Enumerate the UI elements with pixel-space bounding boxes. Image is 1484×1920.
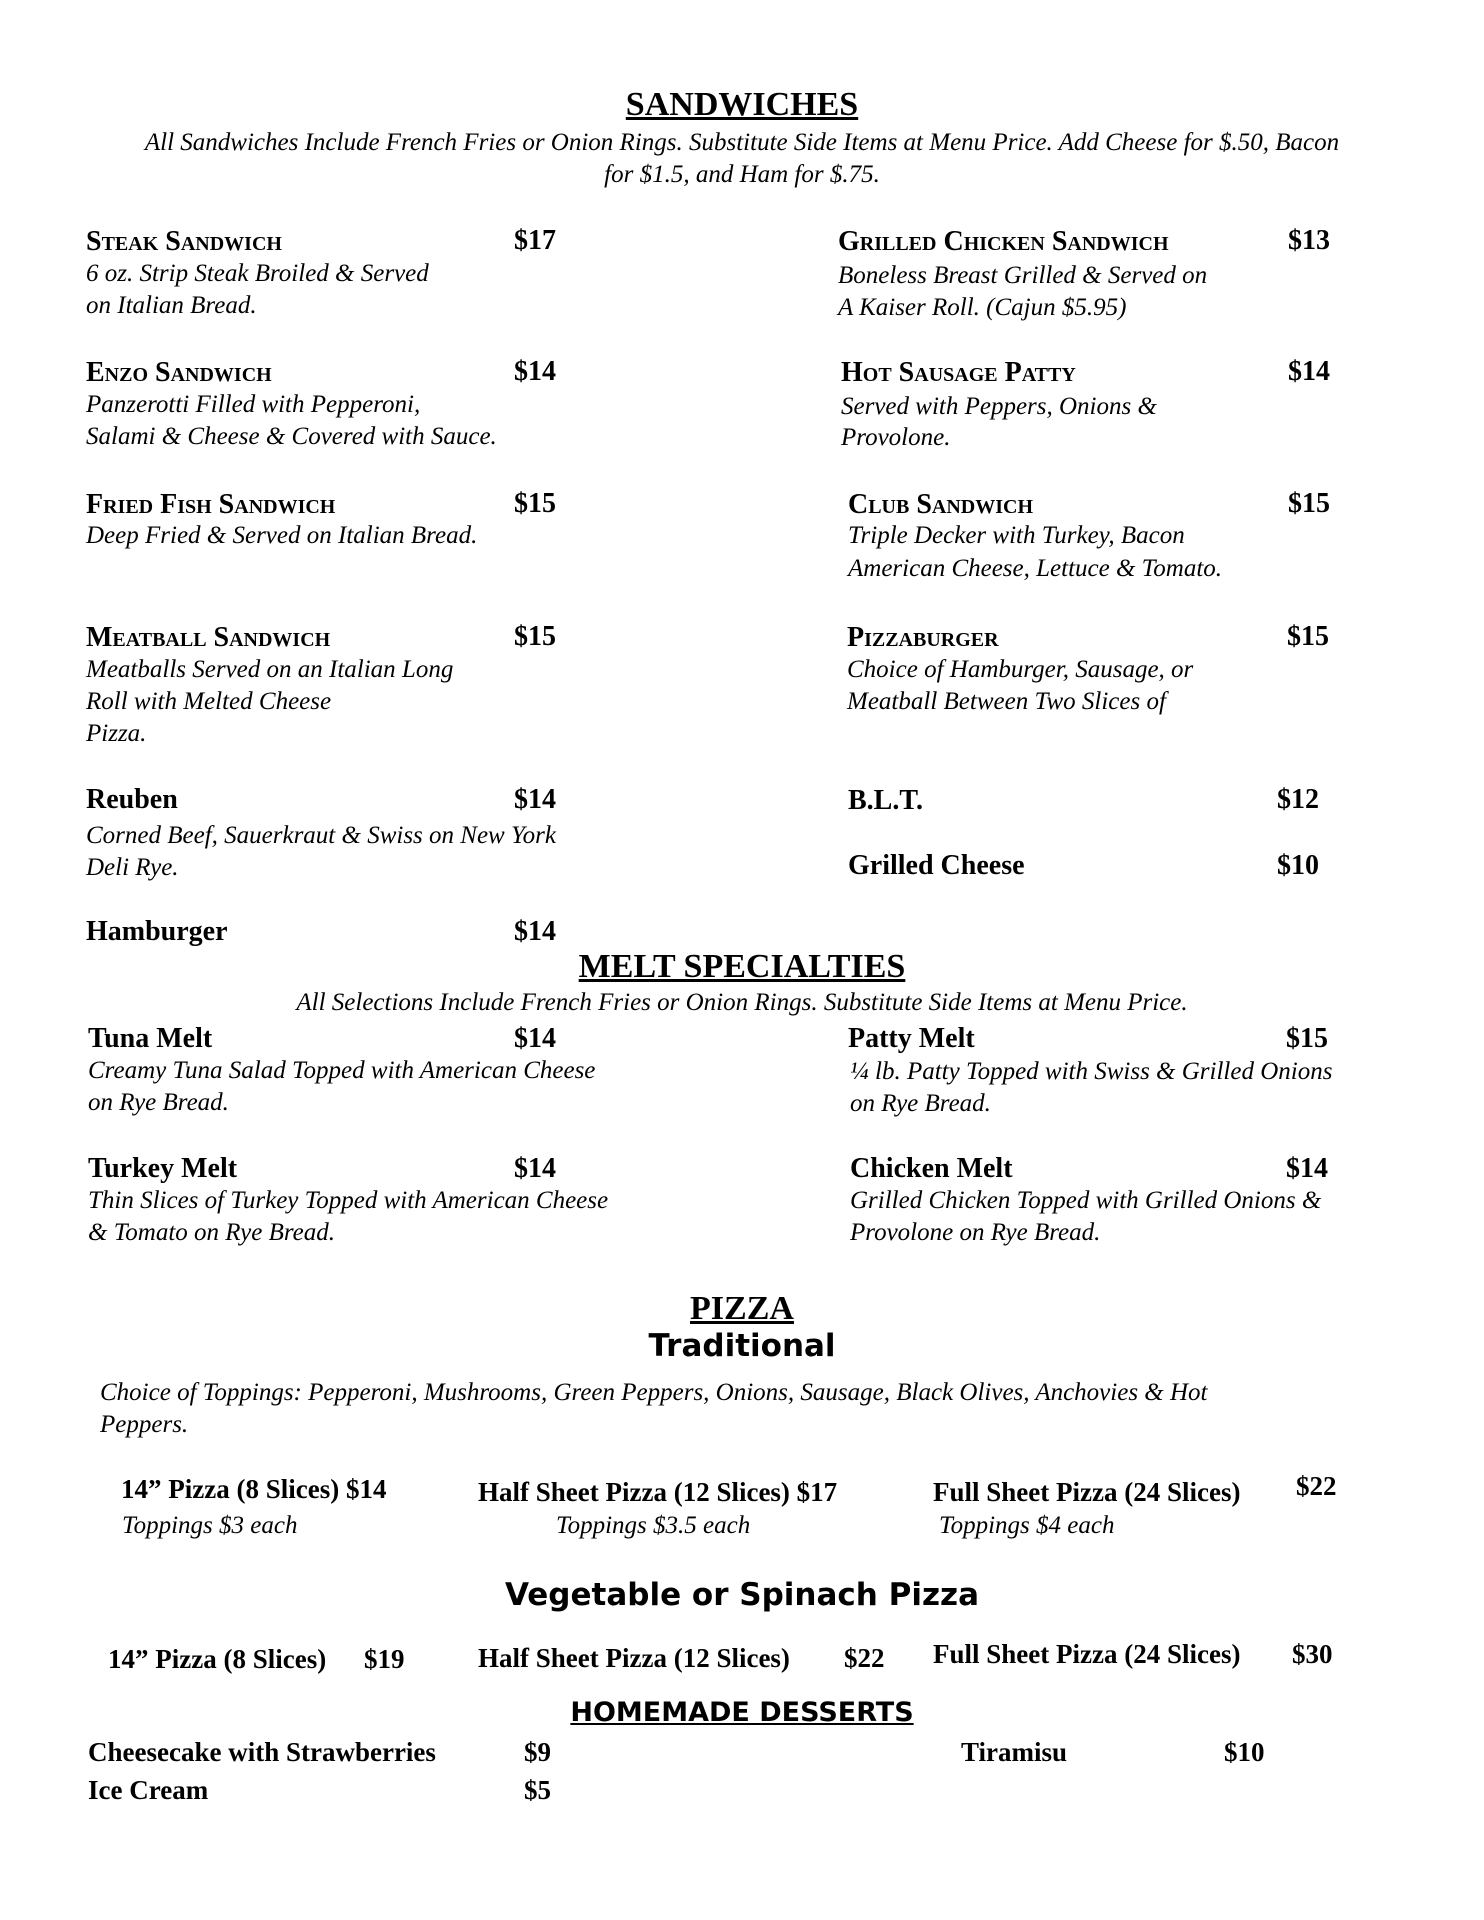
item-price: $14 (514, 1023, 556, 1054)
item-desc: on Rye Bread. (88, 1089, 229, 1116)
item-desc: Creamy Tuna Salad Topped with American Cheese (88, 1057, 596, 1084)
pizza-size-toppings: Toppings $3.5 each (556, 1512, 751, 1539)
pizza-toppings-line2: Peppers. (100, 1411, 189, 1438)
item-name: Pizzaburger (847, 622, 999, 653)
item-name: Enzo Sandwich (86, 357, 272, 388)
item-desc: Deep Fried & Served on Italian Bread. (86, 522, 478, 549)
item-desc: Roll with Melted Cheese (86, 688, 332, 715)
item-desc: Choice of Hamburger, Sausage, or (847, 656, 1194, 683)
pizza-toppings-line1: Choice of Toppings: Pepperoni, Mushrooms, Green Peppers, Onions, Sausage, Black Olives, Anchovies & Hot (100, 1379, 1208, 1406)
sandwiches-intro-line2: for $1.5, and Ham for $.75. (604, 161, 880, 188)
item-name: Club Sandwich (848, 489, 1034, 520)
item-price: $14 (514, 784, 556, 815)
item-price: $14 (514, 916, 556, 947)
item-desc: Provolone. (841, 424, 951, 451)
pizza-size-price: $22 (844, 1643, 885, 1673)
item-desc: & Tomato on Rye Bread. (88, 1219, 335, 1246)
pizza-traditional-subtitle: Traditional (648, 1328, 836, 1364)
pizza-size-label: Full Sheet Pizza (24 Slices) (933, 1477, 1241, 1507)
item-price: $10 (1277, 850, 1319, 881)
item-name: Hamburger (86, 916, 228, 947)
item-name: B.L.T. (848, 785, 923, 816)
dessert-name: Tiramisu (961, 1737, 1068, 1767)
item-price: $15 (1286, 1023, 1328, 1054)
item-price: $14 (1286, 1153, 1328, 1184)
dessert-name: Cheesecake with Strawberries (88, 1737, 436, 1767)
item-desc: Panzerotti Filled with Pepperoni, (86, 391, 421, 418)
sandwiches-intro (0, 127, 1484, 191)
item-desc: A Kaiser Roll. (Cajun $5.95) (838, 294, 1127, 321)
item-name: Fried Fish Sandwich (86, 489, 336, 520)
item-name: Tuna Melt (88, 1023, 213, 1054)
item-name: Chicken Melt (850, 1153, 1013, 1184)
pizza-vegetable-subtitle: Vegetable or Spinach Pizza (504, 1577, 979, 1613)
item-price: $13 (1288, 225, 1330, 256)
item-name: Reuben (86, 784, 178, 815)
pizza-size-price: $30 (1292, 1639, 1333, 1669)
item-desc: Provolone on Rye Bread. (850, 1219, 1101, 1246)
item-price: $15 (1287, 621, 1329, 652)
item-name: Grilled Cheese (848, 850, 1025, 881)
pizza-title: PIZZA (690, 1290, 794, 1327)
item-name: Meatball Sandwich (86, 622, 331, 653)
item-price: $14 (1288, 356, 1330, 387)
item-name: Patty Melt (848, 1023, 975, 1054)
item-desc: Served with Peppers, Onions & (841, 393, 1157, 420)
item-desc: ¼ lb. Patty Topped with Swiss & Grilled Onions (850, 1058, 1333, 1085)
item-desc: on Italian Bread. (86, 292, 257, 319)
pizza-size-price: $22 (1296, 1471, 1337, 1501)
pizza-size-toppings: Toppings $4 each (939, 1512, 1115, 1539)
item-name: Grilled Chicken Sandwich (838, 226, 1169, 257)
item-desc: Meatball Between Two Slices of (847, 688, 1166, 715)
item-price: $14 (514, 356, 556, 387)
item-desc: 6 oz. Strip Steak Broiled & Served (86, 260, 429, 287)
melts-title: MELT SPECIALTIES (578, 948, 906, 985)
sandwiches-title: SANDWICHES (625, 86, 859, 123)
item-desc: Salami & Cheese & Covered with Sauce. (86, 423, 497, 450)
item-price: $15 (514, 488, 556, 519)
dessert-name: Ice Cream (88, 1775, 209, 1805)
item-desc: Thin Slices of Turkey Topped with American Cheese (88, 1187, 609, 1214)
item-desc: Triple Decker with Turkey, Bacon (848, 522, 1185, 549)
item-desc: Pizza. (86, 720, 147, 747)
item-desc: Grilled Chicken Topped with Grilled Onions & (850, 1187, 1322, 1214)
item-desc: American Cheese, Lettuce & Tomato. (848, 555, 1223, 582)
pizza-size-price: $19 (364, 1644, 405, 1674)
dessert-price: $5 (524, 1775, 551, 1805)
pizza-size-label: Half Sheet Pizza (12 Slices) $17 (478, 1477, 838, 1507)
pizza-size-label: Half Sheet Pizza (12 Slices) (478, 1643, 790, 1673)
item-price: $15 (1288, 488, 1330, 519)
pizza-size-label: Full Sheet Pizza (24 Slices) (933, 1639, 1241, 1669)
item-name: Steak Sandwich (86, 226, 282, 257)
pizza-size-toppings: Toppings $3 each (122, 1512, 298, 1539)
item-price: $12 (1277, 784, 1319, 815)
item-desc: Boneless Breast Grilled & Served on (838, 262, 1208, 289)
desserts-title: HOMEMADE DESSERTS (570, 1697, 914, 1728)
pizza-size-label: 14” Pizza (8 Slices) $14 (121, 1474, 387, 1504)
dessert-price: $9 (524, 1737, 551, 1767)
melts-intro: All Selections Include French Fries or Onion Rings. Substitute Side Items at Menu Price. (296, 989, 1188, 1016)
item-price: $17 (514, 225, 556, 256)
item-price: $15 (514, 621, 556, 652)
item-desc: Deli Rye. (86, 854, 179, 881)
item-desc: Corned Beef, Sauerkraut & Swiss on New York (86, 822, 556, 849)
item-name: Hot Sausage Patty (841, 357, 1076, 388)
sandwiches-intro-line1: All Sandwiches Include French Fries or Onion Rings. Substitute Side Items at Menu Price. Add Cheese for $.50, Bacon (144, 129, 1340, 156)
item-desc: on Rye Bread. (850, 1090, 991, 1117)
item-price: $14 (514, 1153, 556, 1184)
item-name: Turkey Melt (88, 1153, 238, 1184)
item-desc: Meatballs Served on an Italian Long (86, 656, 454, 683)
pizza-size-label: 14” Pizza (8 Slices) (108, 1644, 327, 1674)
dessert-price: $10 (1224, 1737, 1265, 1767)
